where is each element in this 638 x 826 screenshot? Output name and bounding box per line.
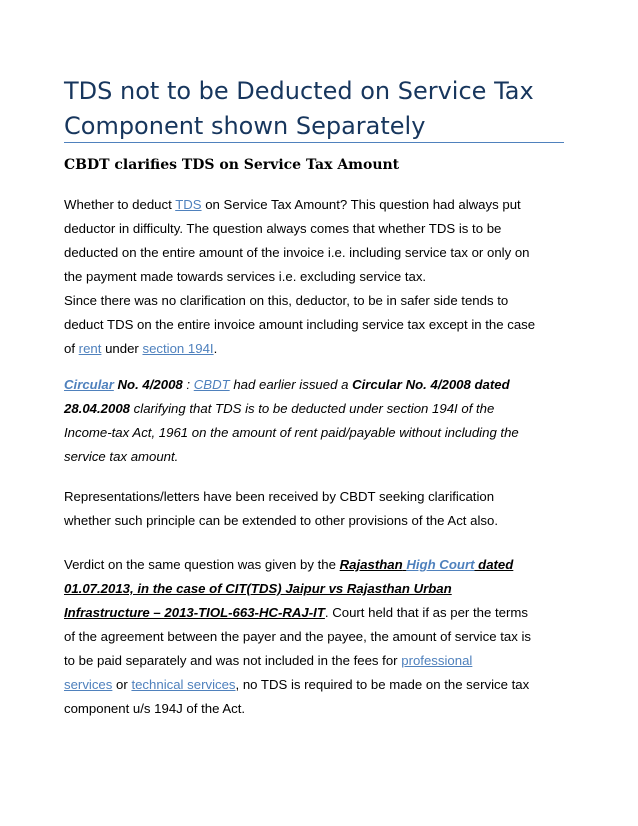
rent-link[interactable]: rent	[78, 341, 102, 356]
p1-text: of	[64, 341, 79, 356]
p4-line-7: component u/s 194J of the Act.	[64, 701, 246, 716]
p4-line-1	[64, 553, 569, 577]
p1-text: on Service Tax Amount? This question had always put	[201, 197, 521, 212]
p4-text: or	[112, 677, 132, 692]
professional-link[interactable]: professional	[401, 653, 473, 668]
p4-bold-text: Infrastructure – 2013-TIOL-663-HC-RAJ-IT	[64, 605, 325, 620]
p3-line-2: whether such principle can be extended to other provisions of the Act also.	[64, 513, 498, 528]
p2-line-4: service tax amount.	[64, 449, 179, 464]
p1-line-7	[64, 337, 569, 361]
p4-line-6	[64, 673, 569, 697]
title-underline	[64, 142, 564, 143]
p2-bold-text: Circular No. 4/2008 dated	[352, 377, 510, 392]
section-194i-link[interactable]: section 194I	[142, 341, 214, 356]
tds-link[interactable]: TDS	[175, 197, 202, 212]
p4-line-3	[64, 601, 569, 625]
p1-line-2: deductor in difficulty. The question always comes that whether TDS is to be	[64, 221, 502, 236]
p1-line-4: the payment made towards services i.e. excluding service tax.	[64, 269, 427, 284]
p2-bold-text: No. 4/2008	[113, 377, 183, 392]
p2-line-3: Income-tax Act, 1961 on the amount of rent paid/payable without including the	[64, 425, 519, 440]
p1-text: under	[101, 341, 143, 356]
circular-link[interactable]: Circular	[64, 377, 114, 392]
paragraph-1	[64, 193, 569, 361]
p2-text: had earlier issued a	[229, 377, 353, 392]
page-title	[64, 74, 584, 144]
p2-line-2	[64, 397, 569, 421]
p4-line-2: 01.07.2013, in the case of CIT(TDS) Jaipur vs Rajasthan Urban	[64, 581, 452, 596]
p2-text: clarifying that TDS is to be deducted under section 194I of the	[130, 401, 495, 416]
services-link[interactable]: services	[64, 677, 113, 692]
p4-line-4: of the agreement between the payer and the payee, the amount of service tax is	[64, 629, 531, 644]
p1-line-6: deduct TDS on the entire invoice amount including service tax except in the case	[64, 317, 536, 332]
p1-line-3: deducted on the entire amount of the invoice i.e. including service tax or only on	[64, 245, 530, 260]
p4-bold-text: dated	[474, 557, 514, 572]
p4-text: to be paid separately and was not included in the fees for	[64, 653, 402, 668]
p2-text: :	[182, 377, 194, 392]
p4-text: Verdict on the same question was given by the	[64, 557, 340, 572]
p3-line-1: Representations/letters have been received by CBDT seeking clarification	[64, 489, 495, 504]
p4-text: , no TDS is required to be made on the service tax	[235, 677, 530, 692]
paragraph-4	[64, 553, 569, 721]
p2-line-1	[64, 373, 569, 397]
p1-line-1	[64, 193, 569, 217]
p4-text: . Court held that if as per the terms	[324, 605, 528, 620]
p1-text: Whether to deduct	[64, 197, 176, 212]
p4-bold-text: Rajasthan	[339, 557, 403, 572]
p1-line-5: Since there was no clarification on this, deductor, to be in safer side tends to	[64, 293, 509, 308]
p2-bold-text: 28.04.2008	[64, 401, 131, 416]
cbdt-link[interactable]: CBDT	[193, 377, 230, 392]
p1-text: .	[213, 341, 218, 356]
high-court-link[interactable]: High Court	[406, 557, 475, 572]
paragraph-3	[64, 485, 569, 533]
title-line-2: Component shown Separately	[64, 112, 426, 140]
title-line-1: TDS not to be Deducted on Service Tax	[64, 77, 534, 105]
subheading: CBDT clarifies TDS on Service Tax Amount	[64, 157, 400, 173]
technical-services-link[interactable]: technical services	[131, 677, 236, 692]
p4-line-5	[64, 649, 569, 673]
paragraph-2	[64, 373, 569, 469]
